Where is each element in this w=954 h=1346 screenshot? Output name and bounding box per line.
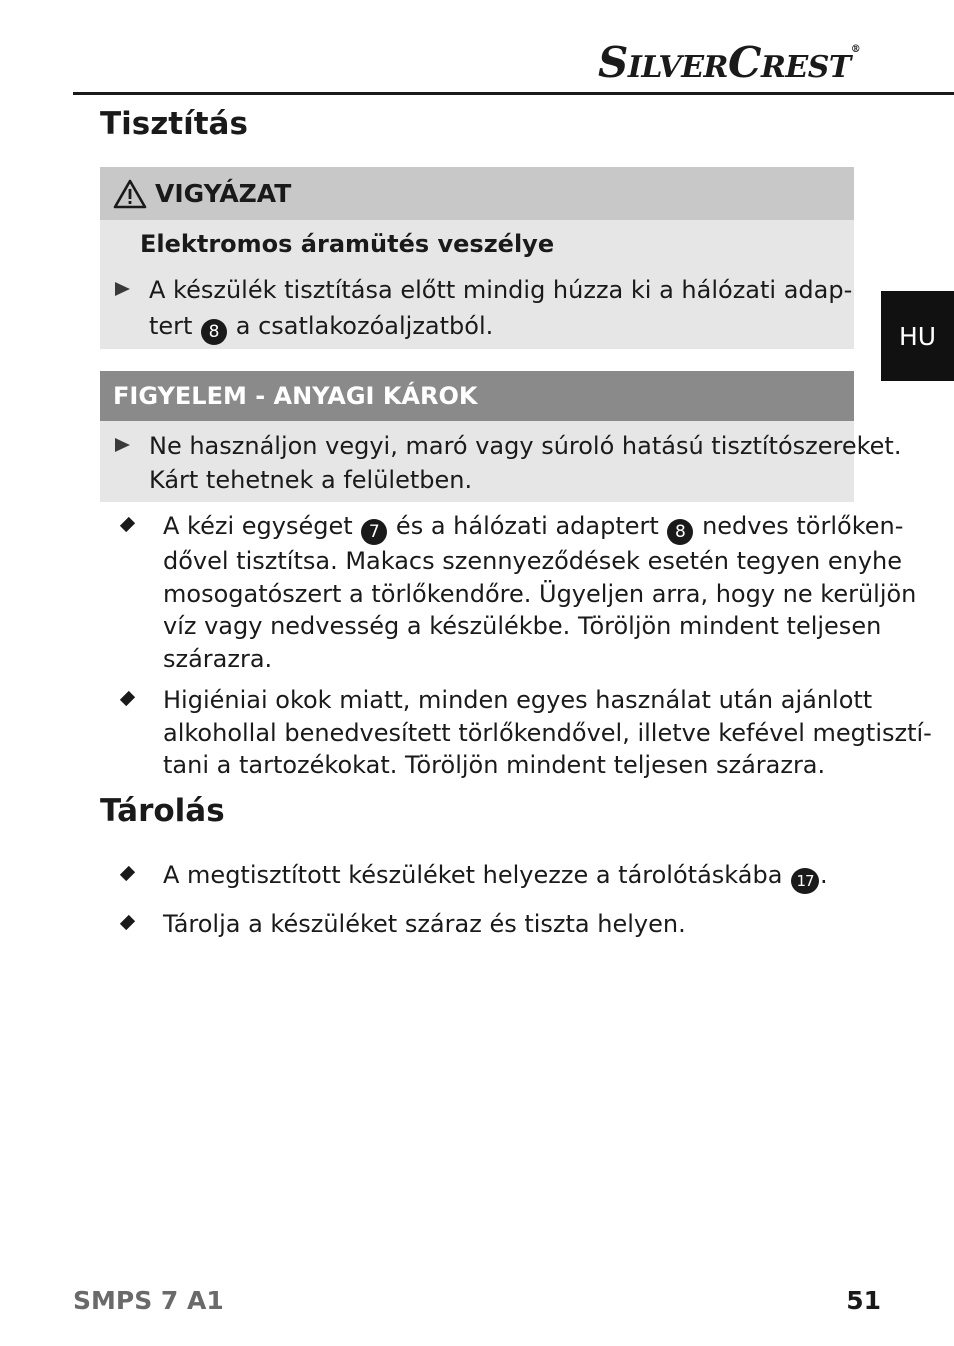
storage-heading: Tárolás [100,793,225,829]
attention-box [100,371,902,502]
step1-line-1: A kézi egységet 7 és a hálózati adaptert 8 nedves törlőken- [163,510,863,545]
language-tab: HU [881,291,954,381]
caution-line-1: A készülék tisztítása előtt mindig húzza ki a hálózati adap- [149,276,853,304]
caution-subtitle: Elektromos áramütés veszélye [140,230,555,258]
arrow-bullet-icon [115,438,130,452]
footer-model: SMPS 7 A1 [73,1286,224,1315]
ref-number-7: 7 [361,519,387,545]
header-rule [73,92,954,95]
arrow-bullet-icon [115,282,130,296]
diamond-bullet-icon [120,915,135,930]
attention-line-2: Kárt tehetnek a felületben. [149,466,473,494]
step2-line-3: tani a tartozékokat. Töröljön mindent teljesen szárazra. [163,751,826,779]
attention-header: FIGYELEM - ANYAGI KÁROK [100,371,854,421]
diamond-bullet-icon [120,517,135,532]
diamond-bullet-icon [120,691,135,706]
step2-line-2: alkohollal benedvesített törlőkendővel, illetve kefével megtisztí- [163,718,932,747]
diamond-bullet-icon [120,866,135,881]
ref-number-8: 8 [667,519,693,545]
step1-line-3: mosogatószert a törlőkendőre. Ügyeljen arra, hogy ne kerüljön [163,579,917,608]
step2-line-1: Higiéniai okok miatt, minden egyes használat után ajánlott [163,686,873,714]
storage-step2-line: Tárolja a készüléket száraz és tiszta helyen. [163,910,686,938]
step1-line-5: szárazra. [163,644,273,673]
caution-label: VIGYÁZAT [155,179,292,208]
step1-line-2: dővel tisztítsa. Makacs szennyeződések esetén tegyen enyhe [163,547,903,575]
page-number: 51 [846,1286,881,1315]
attention-line-1: Ne használjon vegyi, maró vagy súroló hatású tisztítószereket. [149,432,902,460]
ref-number-17: 17 [791,868,819,894]
caution-line-2: tert 8 a csatlakozóaljzatból. [149,308,849,345]
warning-triangle-icon [113,179,147,209]
ref-number-8: 8 [201,319,227,345]
cleaning-heading: Tisztítás [100,106,248,142]
silvercrest-logo: SILVERCREST® [598,38,861,87]
caution-box [100,167,854,349]
storage-step1-line: A megtisztított készüléket helyezze a tárolótáskába 17 . [163,859,863,894]
step1-line-4: víz vagy nedvesség a készülékbe. Töröljön mindent teljesen [163,612,882,640]
registered-mark: ® [850,44,861,55]
caution-header [100,167,854,220]
